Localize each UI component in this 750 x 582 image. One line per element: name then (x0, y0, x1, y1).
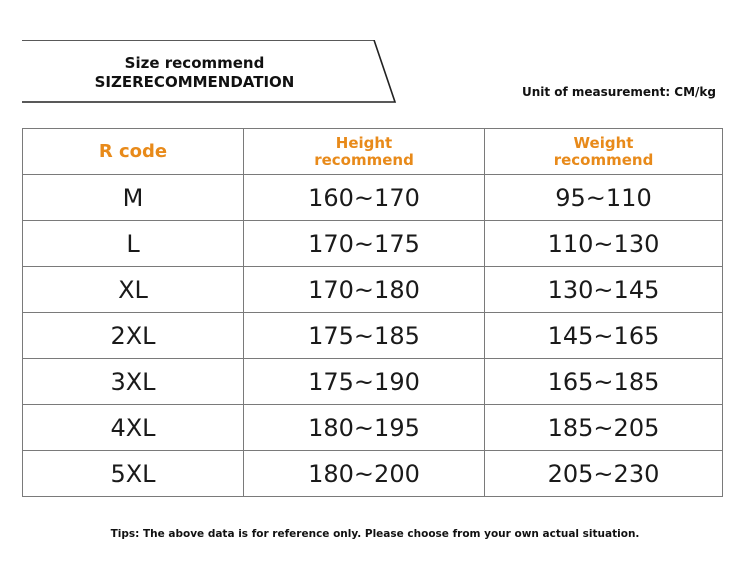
tips-note: Tips: The above data is for reference only. Please choose from your own actual situation. (110, 528, 640, 540)
table-row (23, 267, 723, 313)
weight-cell: 185~205 (485, 405, 723, 451)
column-header-weight-line1: Weight (573, 133, 634, 152)
weight-cell: 130~145 (485, 267, 723, 313)
table-row (23, 221, 723, 267)
weight-cell: 110~130 (485, 221, 723, 267)
weight-cell: 145~165 (485, 313, 723, 359)
height-cell: 170~180 (244, 267, 485, 313)
column-header-weight (485, 129, 723, 175)
title-box (22, 40, 397, 104)
table-row (23, 313, 723, 359)
table-row (23, 175, 723, 221)
size-code-cell: 5XL (23, 451, 244, 497)
size-table (22, 128, 723, 497)
column-header-code: R code (23, 129, 244, 175)
height-cell: 180~200 (244, 451, 485, 497)
height-cell: 180~195 (244, 405, 485, 451)
column-header-weight-line2: recommend (553, 150, 654, 169)
size-code-cell: 3XL (23, 359, 244, 405)
title-line-2: SIZERECOMMENDATION (94, 73, 295, 91)
weight-cell: 95~110 (485, 175, 723, 221)
height-cell: 175~190 (244, 359, 485, 405)
table-row (23, 359, 723, 405)
height-cell: 170~175 (244, 221, 485, 267)
column-header-height-line2: recommend (314, 150, 414, 169)
size-code-cell: XL (23, 267, 244, 313)
table-header-row (23, 129, 723, 175)
title-line-1: Size recommend (124, 54, 265, 72)
size-code-cell: L (23, 221, 244, 267)
size-code-cell: 2XL (23, 313, 244, 359)
size-code-cell: M (23, 175, 244, 221)
height-cell: 160~170 (244, 175, 485, 221)
weight-cell: 165~185 (485, 359, 723, 405)
table-row (23, 405, 723, 451)
weight-cell: 205~230 (485, 451, 723, 497)
table-row (23, 451, 723, 497)
column-header-height-line1: Height (335, 133, 393, 152)
size-code-cell: 4XL (23, 405, 244, 451)
page-title (22, 54, 367, 92)
column-header-height (244, 129, 485, 175)
height-cell: 175~185 (244, 313, 485, 359)
unit-note: Unit of measurement: CM/kg (521, 85, 716, 99)
